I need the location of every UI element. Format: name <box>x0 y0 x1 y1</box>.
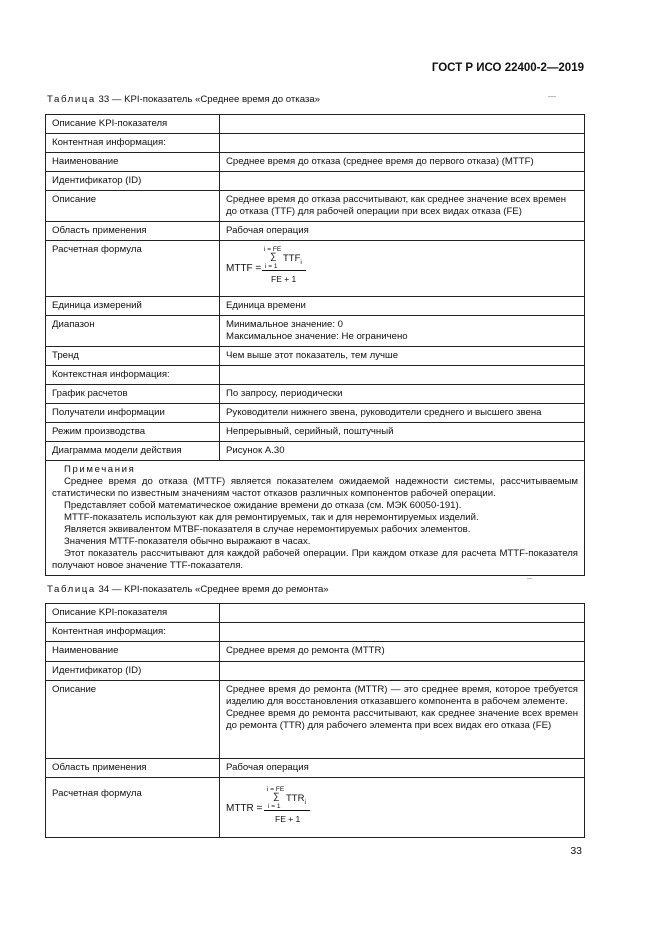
range-max: Максимальное значение: Не ограничено <box>226 331 408 342</box>
table-row <box>46 385 585 404</box>
table-row <box>46 662 585 681</box>
row-label: Получатели информации <box>46 404 220 423</box>
table-row <box>46 778 585 838</box>
row-value <box>220 681 585 759</box>
table-row <box>46 115 585 134</box>
row-label: Контентная информация: <box>46 134 220 153</box>
row-value: Рабочая операция <box>220 222 585 241</box>
formula-lhs: MTTF = <box>226 263 262 274</box>
row-value <box>220 366 585 385</box>
table-row <box>46 423 585 442</box>
table33-caption-word: Таблица <box>47 94 96 105</box>
formula-denominator: FE + 1 <box>275 814 301 824</box>
table-row <box>46 347 585 366</box>
row-label: Область применения <box>46 759 220 778</box>
table-row <box>46 241 585 297</box>
fraction-bar <box>264 810 310 811</box>
table-row <box>46 681 585 759</box>
row-label: Расчетная формула <box>46 241 220 297</box>
range-min: Минимальное значение: 0 <box>226 319 343 330</box>
formula-variable <box>283 253 302 269</box>
row-value <box>220 662 585 681</box>
note-paragraph: Представляет собой математическое ожидание времени до отказа (см. МЭК 60050-191). <box>64 500 462 511</box>
table-row <box>46 442 585 461</box>
row-label: Идентификатор (ID) <box>46 662 220 681</box>
description-paragraph: Среднее время до ремонта (MTTR) — это среднее время, которое требуется изделию для восстановления отказавшего компонента в рабочем элементе. <box>226 684 578 707</box>
scan-artifact <box>548 96 556 97</box>
table-row <box>46 153 585 172</box>
row-label: Область применения <box>46 222 220 241</box>
formula-cell <box>220 778 585 838</box>
table-row <box>46 172 585 191</box>
row-label: Контентная информация: <box>46 623 220 642</box>
row-value: Единица времени <box>220 297 585 316</box>
note-paragraph: MTTF-показатель используют как для ремонтируемых, так и для неремонтируемых изделий. <box>64 512 479 523</box>
sum-lower-limit: i = 1 <box>265 263 278 270</box>
row-label: Описание KPI-показателя <box>46 115 220 134</box>
table33-caption <box>47 94 320 105</box>
formula-mttf <box>226 244 578 288</box>
row-value <box>220 115 585 134</box>
table-row <box>46 604 585 623</box>
note-paragraph: Является эквивалентом MTBF-показателя в случае неремонтируемых рабочих элементов. <box>64 524 471 535</box>
table34-caption-text: 34 — KPI-показатель «Среднее время до ремонта» <box>98 584 329 595</box>
row-label: Тренд <box>46 347 220 366</box>
row-value <box>220 623 585 642</box>
sum-lower-limit: i = 1 <box>268 803 281 810</box>
description-paragraph: Среднее время до ремонта рассчитывают, как среднее значение всех времен до ремонта (TTR) для рабочего элемента при всех видах его отказа (FE) <box>226 708 578 731</box>
notes-row <box>46 461 585 576</box>
row-label: Расчетная формула <box>46 778 220 838</box>
table-row <box>46 642 585 662</box>
sum-upper-limit: i = FE <box>264 246 282 253</box>
document-id: ГОСТ Р ИСО 22400-2—2019 <box>431 62 584 74</box>
row-value: Руководители нижнего звена, руководители среднего и высшего звена <box>220 404 585 423</box>
table-row <box>46 316 585 347</box>
note-paragraph: Этот показатель рассчитывают для каждой рабочей операции. При каждом отказе для расчета MTTF-показателя получают новое значение TTF-показателя. <box>52 548 578 571</box>
row-value: По запросу, периодически <box>220 385 585 404</box>
row-value <box>220 604 585 623</box>
row-value: Рисунок A.30 <box>220 442 585 461</box>
table-row <box>46 623 585 642</box>
table33 <box>45 114 585 576</box>
formula-denominator: FE + 1 <box>271 274 297 284</box>
row-label: Наименование <box>46 153 220 172</box>
row-label: График расчетов <box>46 385 220 404</box>
row-label: Диаграмма модели действия <box>46 442 220 461</box>
row-value: Среднее время до отказа (среднее время до первого отказа) (MTTF) <box>220 153 585 172</box>
table-row <box>46 759 585 778</box>
row-label: Идентификатор (ID) <box>46 172 220 191</box>
formula-subscript: i <box>300 258 302 266</box>
row-value: Рабочая операция <box>220 759 585 778</box>
sigma-symbol: ∑ <box>273 791 280 801</box>
page-number: 33 <box>570 845 582 857</box>
formula-variable-name: TTR <box>286 793 305 804</box>
row-label: Описание <box>46 191 220 222</box>
formula-lhs: MTTR = <box>226 803 263 814</box>
table34-caption-word: Таблица <box>47 584 96 595</box>
table33-caption-text: 33 — KPI-показатель «Среднее время до отказа» <box>98 94 321 105</box>
formula-variable-name: TTF <box>283 253 301 264</box>
row-value: Среднее время до отказа рассчитывают, как среднее значение всех времен до отказа (TTF) для рабочей операции при всех видах отказа (FE) <box>220 191 585 222</box>
table-row <box>46 134 585 153</box>
formula-subscript: i <box>304 798 306 806</box>
notes-title: Примечания <box>64 464 136 475</box>
scan-artifact <box>527 578 532 579</box>
table-row <box>46 366 585 385</box>
row-label: Единица измерений <box>46 297 220 316</box>
row-value <box>220 172 585 191</box>
formula-variable <box>286 793 306 809</box>
table34 <box>45 603 585 838</box>
row-value <box>220 316 585 347</box>
row-value: Непрерывный, серийный, поштучный <box>220 423 585 442</box>
table34-caption <box>47 584 329 595</box>
note-paragraph: Среднее время до отказа (MTTF) является показателем ожидаемой надежности системы, рассчитываемым статистически по известным значениям частот отказов различных компонентов рабочей операции. <box>52 476 578 499</box>
row-value <box>220 134 585 153</box>
formula-mttr <box>226 784 578 828</box>
fraction-bar <box>262 270 306 271</box>
table-row <box>46 191 585 222</box>
notes-cell <box>46 461 585 576</box>
table-row <box>46 404 585 423</box>
row-label: Описание KPI-показателя <box>46 604 220 623</box>
row-value: Среднее время до ремонта (MTTR) <box>220 642 585 662</box>
row-value: Чем выше этот показатель, тем лучше <box>220 347 585 366</box>
row-label: Диапазон <box>46 316 220 347</box>
row-label: Наименование <box>46 642 220 662</box>
row-label: Режим производства <box>46 423 220 442</box>
row-label: Описание <box>46 681 220 759</box>
note-paragraph: Значения MTTF-показателя обычно выражают в часах. <box>64 536 311 547</box>
row-label: Контекстная информация: <box>46 366 220 385</box>
table-row <box>46 297 585 316</box>
formula-cell <box>220 241 585 297</box>
sigma-symbol: ∑ <box>270 251 277 261</box>
table-row <box>46 222 585 241</box>
sum-upper-limit: i = FE <box>267 786 285 793</box>
